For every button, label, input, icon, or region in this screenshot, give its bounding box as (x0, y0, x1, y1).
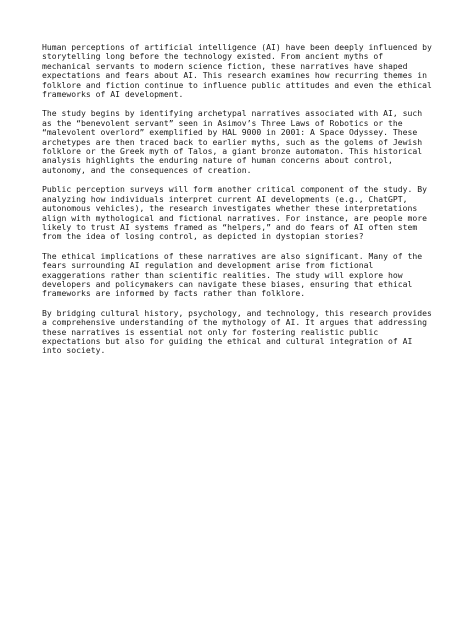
paragraph-surveys: Public perception surveys will form another critical component of the study. By analyzing how individuals interpret current AI developments (e.g., ChatGPT, autonomous vehicles), the research investigates whether these interpretations align with mythological and fictional narratives. For instance, are people more likely to trust AI systems framed as “helpers,” and do fears of AI often stem from the idea of losing control, as depicted in dystopian stories? (42, 184, 427, 242)
paragraph-conclusion: By bridging cultural history, psychology, and technology, this research provides a comprehensive understanding of the mythology of AI. It argues that addressing these narratives is essential not only for fostering realistic public expectations but also for guiding the ethical and cultural integration of AI into society. (42, 307, 432, 356)
paragraph-ethics: The ethical implications of these narratives are also significant. Many of the fears surrounding AI regulation and development arise from fictional exaggerations rather than scientific realities. The study will explore how developers and policymakers can navigate these biases, ensuring that ethical frameworks are informed by facts rather than folklore. (42, 250, 423, 299)
document-body (42, 43, 434, 366)
paragraph-archetypes: The study begins by identifying archetypal narratives associated with AI, such as the “benevolent servant” seen in Asimov’s Three Laws of Robotics or the “malevolent overlord” exemplified by HAL 9000 in 2001: A Space Odyssey. These archetypes are then traced back to earlier myths, such as the golems of Jewish folklore or the Greek myth of Talos, a giant bronze automaton. This historical analysis highlights the enduring nature of human concerns about control, autonomy, and the consequences of creation. (42, 108, 423, 175)
paragraph-intro: Human perceptions of artificial intelligence (AI) have been deeply influenced by storytelling long before the technology existed. From ancient myths of mechanical servants to modern science fiction, these narratives have shaped expectations and fears about AI. This research examines how recurring themes in folklore and fiction continue to influence public attitudes and even the ethical frameworks of AI development. (42, 42, 432, 100)
